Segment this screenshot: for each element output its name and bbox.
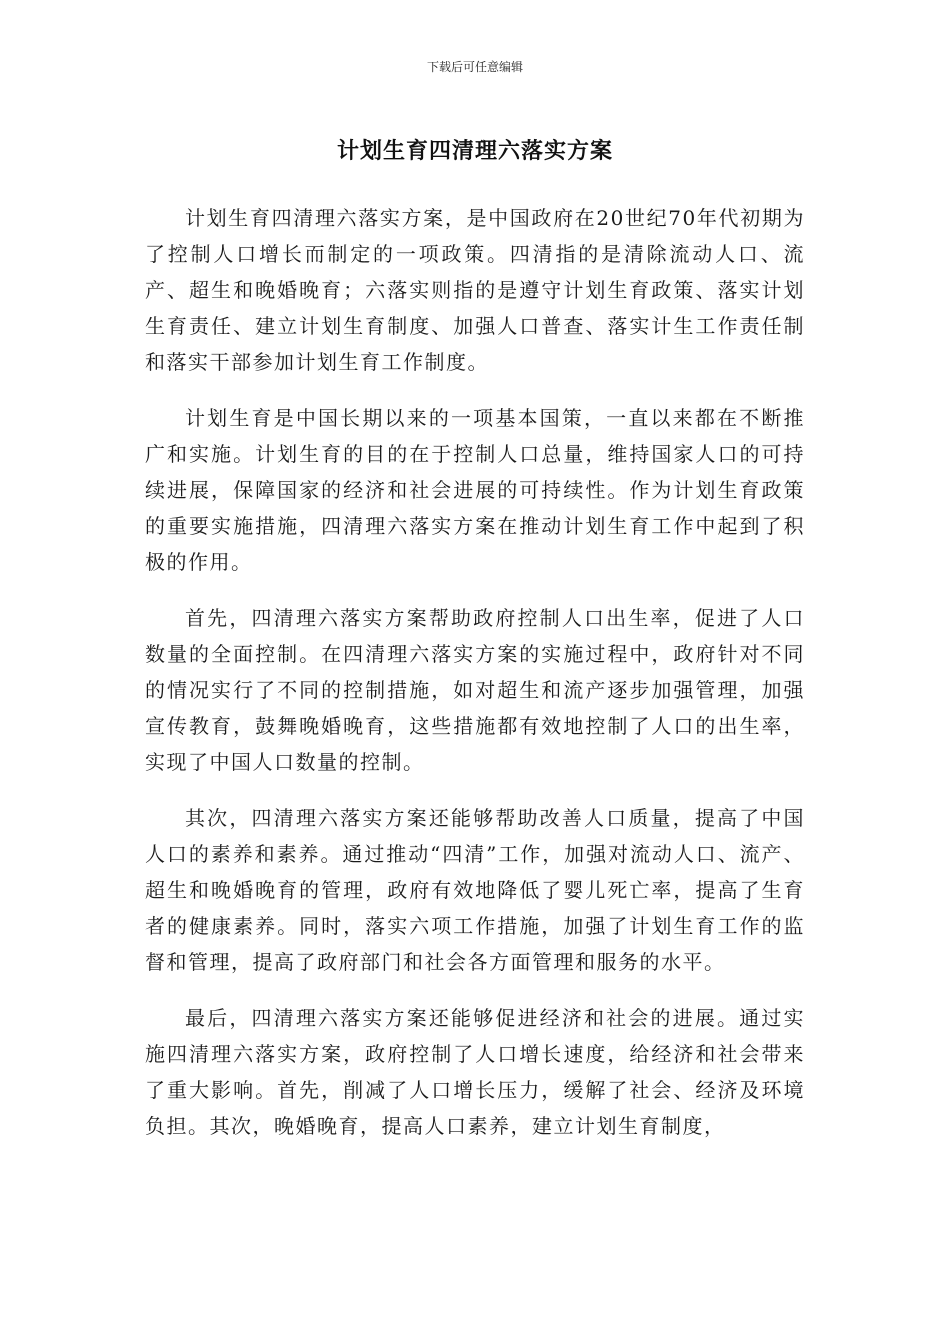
paragraph-2: 计划生育是中国长期以来的一项基本国策，一直以来都在不断推广和实施。计划生育的目的在于控制人口总量，维持国家人口的可持续进展，保障国家的经济和社会进展的可持续性。作为计划生育政策的重要实施措施，四清理六落实方案在推动计划生育工作中起到了积极的作用。 — [145, 406, 805, 574]
header-note: 下载后可任意编辑 — [426, 60, 523, 74]
document-title: 计划生育四清理六落实方案 — [336, 139, 613, 164]
paragraph-1: 计划生育四清理六落实方案，是中国政府在20世纪70年代初期为了控制人口增长而制定的一项政策。四清指的是清除流动人口、流产、超生和晚婚晚育；六落实则指的是遵守计划生育政策、落实计划生育责任、建立计划生育制度、加强人口普查、落实计生工作责任制和落实干部参加计划生育工作制度。 — [145, 206, 805, 374]
paragraph-5: 最后，四清理六落实方案还能够促进经济和社会的进展。通过实施四清理六落实方案，政府控制了人口增长速度，给经济和社会带来了重大影响。首先，削减了人口增长压力，缓解了社会、经济及环境负担。其次，晚婚晚育，提高人口素养，建立计划生育制度， — [145, 1006, 805, 1138]
document-body — [145, 200, 805, 1164]
paragraph-4: 其次，四清理六落实方案还能够帮助改善人口质量，提高了中国人口的素养和素养。通过推动“四清”工作，加强对流动人口、流产、超生和晚婚晚育的管理，政府有效地降低了婴儿死亡率，提高了生育者的健康素养。同时，落实六项工作措施，加强了计划生育工作的监督和管理，提高了政府部门和社会各方面管理和服务的水平。 — [145, 806, 805, 974]
paragraph-3: 首先，四清理六落实方案帮助政府控制人口出生率，促进了人口数量的全面控制。在四清理六落实方案的实施过程中，政府针对不同的情况实行了不同的控制措施，如对超生和流产逐步加强管理，加强宣传教育，鼓舞晚婚晚育，这些措施都有效地控制了人口的出生率，实现了中国人口数量的控制。 — [145, 606, 805, 774]
